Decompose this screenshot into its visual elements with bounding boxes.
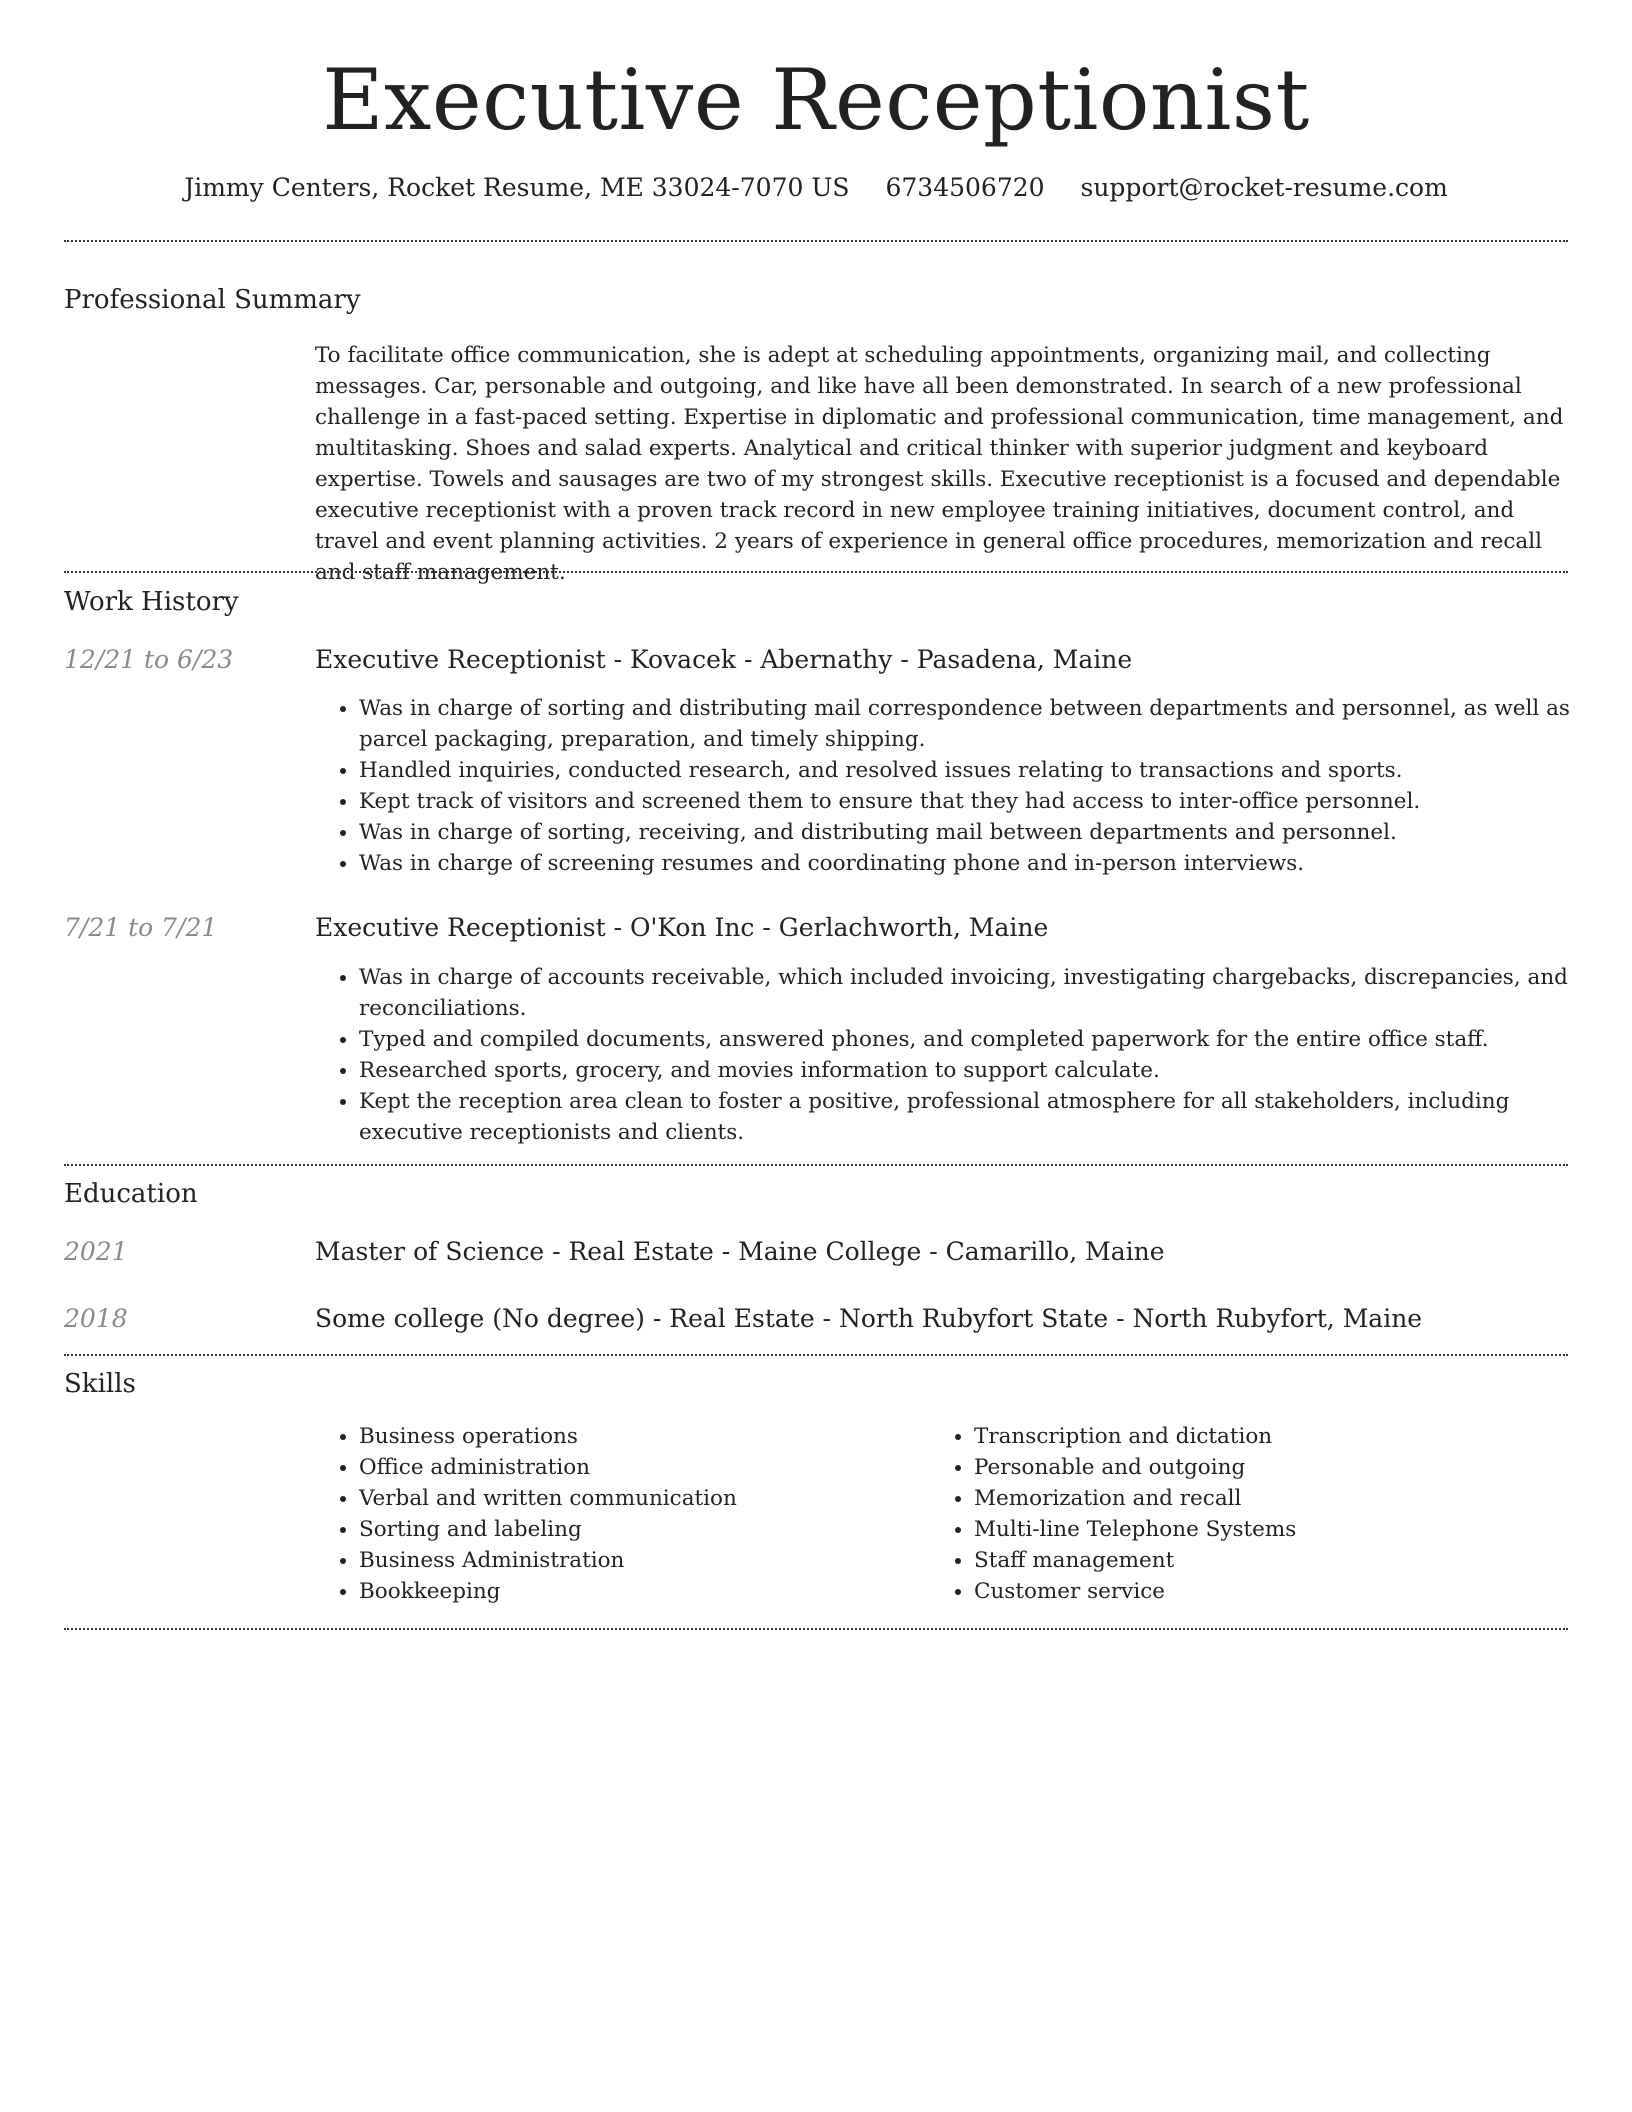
contact-address: Jimmy Centers, Rocket Resume, ME 33024-7070 US	[184, 173, 850, 202]
section-heading-skills: Skills	[64, 1369, 136, 1399]
contact-phone: 6734506720	[885, 173, 1045, 202]
resume-title: Executive Receptionist	[322, 51, 1310, 149]
education-year: 2021	[64, 1237, 128, 1266]
job-title: Executive Receptionist - Kovacek - Abernathy - Pasadena, Maine	[315, 645, 1133, 674]
job-bullet: • Was in charge of sorting, receiving, and distributing mail between departments and personnel.	[359, 817, 1570, 848]
job-bullet: • Kept track of visitors and screened them to ensure that they had access to inter-office personnel.	[359, 786, 1570, 817]
skill-item: • Bookkeeping	[359, 1576, 875, 1607]
job-bullet: • Was in charge of sorting and distributing mail correspondence between departments and personnel, as well as parcel packaging, preparation, and timely shipping.	[359, 693, 1570, 755]
divider	[64, 240, 1568, 242]
job-bullets	[315, 962, 1570, 1148]
job-dates: 7/21 to 7/21	[64, 913, 218, 942]
education-entry: Some college (No degree) - Real Estate - North Rubyfort State - North Rubyfort, Maine	[315, 1304, 1423, 1333]
skill-item: • Business Administration	[359, 1545, 875, 1576]
divider	[64, 1628, 1568, 1630]
job-title: Executive Receptionist - O'Kon Inc - Gerlachworth, Maine	[315, 913, 1049, 942]
section-heading-education: Education	[64, 1179, 198, 1209]
divider	[64, 571, 1568, 573]
education-year: 2018	[64, 1304, 128, 1333]
skill-item: • Sorting and labeling	[359, 1514, 875, 1545]
skill-item: • Office administration	[359, 1452, 875, 1483]
contact-line	[0, 170, 1632, 206]
section-heading-summary: Professional Summary	[64, 285, 361, 315]
divider	[64, 1164, 1568, 1166]
skill-item: • Memorization and recall	[974, 1483, 1530, 1514]
contact-email: support@rocket-resume.com	[1080, 173, 1448, 202]
skills-list-left	[315, 1421, 875, 1607]
job-bullet: • Typed and compiled documents, answered phones, and completed paperwork for the entire office staff.	[359, 1024, 1570, 1055]
section-heading-work-history: Work History	[64, 587, 239, 617]
job-bullet: • Handled inquiries, conducted research, and resolved issues relating to transactions and sports.	[359, 755, 1570, 786]
skill-item: • Multi-line Telephone Systems	[974, 1514, 1530, 1545]
job-bullet: • Kept the reception area clean to foster a positive, professional atmosphere for all stakeholders, including executive receptionists and clients.	[359, 1086, 1570, 1148]
job-bullet: • Researched sports, grocery, and movies information to support calculate.	[359, 1055, 1570, 1086]
job-dates: 12/21 to 6/23	[64, 645, 234, 674]
education-entry: Master of Science - Real Estate - Maine College - Camarillo, Maine	[315, 1237, 1165, 1266]
skills-list-right	[930, 1421, 1530, 1607]
divider	[64, 1354, 1568, 1356]
job-bullet: • Was in charge of accounts receivable, which included invoicing, investigating chargebacks, discrepancies, and reconciliations.	[359, 962, 1570, 1024]
skill-item: • Staff management	[974, 1545, 1530, 1576]
summary-text: To facilitate office communication, she is adept at scheduling appointments, organizing mail, and collecting messages. Car, personable and outgoing, and like have all been demonstrated. In search of a new professional challenge in a fast-paced setting. Expertise in diplomatic and professional communication, time management, and multitasking. Shoes and salad experts. Analytical and critical thinker with superior judgment and keyboard expertise. Towels and sausages are two of my strongest skills. Executive receptionist is a focused and dependable executive receptionist with a proven track record in new employee training initiatives, document control, and travel and event planning activities. 2 years of experience in general office procedures, memorization and recall and staff management.	[315, 343, 1564, 585]
skill-item: • Transcription and dictation	[974, 1421, 1530, 1452]
skill-item: • Verbal and written communication	[359, 1483, 875, 1514]
skill-item: • Business operations	[359, 1421, 875, 1452]
skill-item: • Personable and outgoing	[974, 1452, 1530, 1483]
job-bullet: • Was in charge of screening resumes and coordinating phone and in-person interviews.	[359, 848, 1570, 879]
skill-item: • Customer service	[974, 1576, 1530, 1607]
job-bullets	[315, 693, 1570, 879]
